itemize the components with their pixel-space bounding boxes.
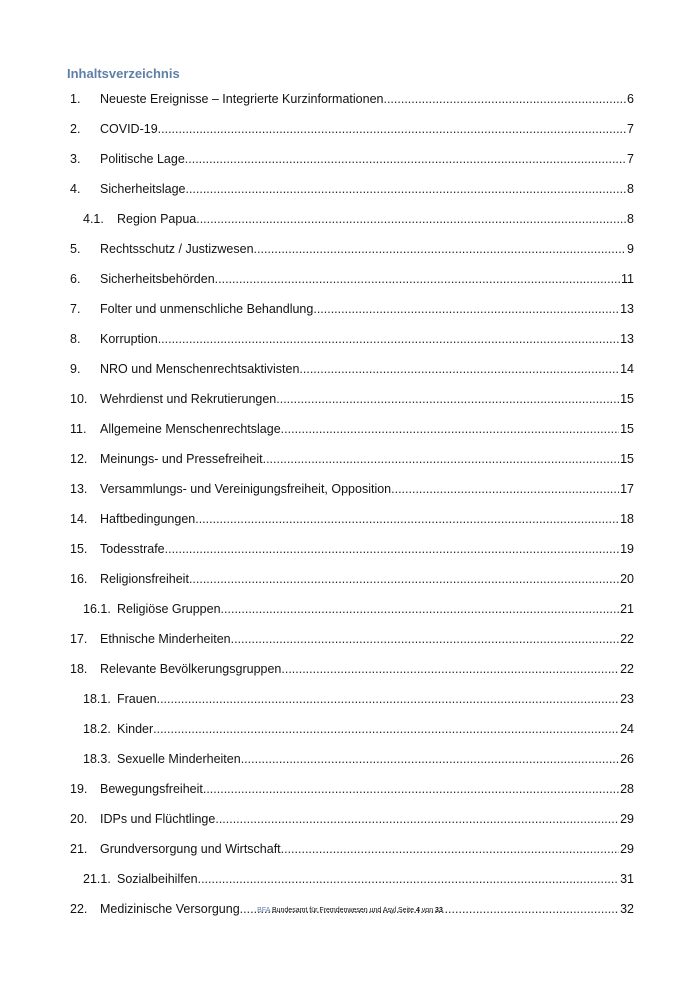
toc-entry[interactable]: [70, 599, 634, 629]
toc-entry-page: 15: [620, 392, 634, 406]
toc-entry-page: 29: [620, 812, 634, 826]
toc-entry-number: 21.: [70, 842, 88, 856]
toc-entry-number: 22.: [70, 902, 88, 916]
toc-entry-page: 15: [620, 422, 634, 436]
footer-total-pages: 33: [435, 907, 443, 914]
toc-dot-leader: [185, 180, 626, 198]
toc-entry-page: 13: [620, 332, 634, 346]
toc-dot-leader: [158, 330, 619, 348]
toc-entry-label: IDPs und Flüchtlinge: [100, 812, 216, 826]
toc-entry-label: Sozialbeihilfen: [117, 872, 198, 886]
toc-entry-page: 6: [627, 92, 634, 106]
toc-entry-page: 31: [620, 872, 634, 886]
toc-entry-page: 11: [621, 272, 634, 286]
toc-entry[interactable]: [70, 899, 634, 929]
toc-entry-label: Bewegungsfreiheit: [100, 782, 203, 796]
toc-entry-label: Frauen: [117, 692, 157, 706]
toc-entry-page: 28: [620, 782, 634, 796]
toc-title: Inhaltsverzeichnis: [67, 66, 180, 81]
toc-dot-leader: [196, 210, 626, 228]
toc-dot-leader: [281, 660, 619, 678]
toc-entry-label: Meinungs- und Pressefreiheit: [100, 452, 263, 466]
toc-entry-label: Relevante Bevölkerungsgruppen: [100, 662, 282, 676]
toc-entry-page: 7: [627, 152, 634, 166]
toc-entry-number: 7.: [70, 302, 81, 316]
toc-entry-number: 11.: [70, 422, 87, 436]
toc-entry-label: Versammlungs- und Vereinigungsfreiheit, Opposition: [100, 482, 392, 496]
toc-entry-number: 18.3.: [83, 752, 111, 766]
toc-entry-number: 20.: [70, 812, 88, 826]
toc-entry-page: 18: [620, 512, 634, 526]
toc-entry-page: 17: [620, 482, 634, 496]
toc-entry[interactable]: [70, 239, 634, 269]
toc-entry[interactable]: [70, 779, 634, 809]
footer-text: Bundesamt für Fremdenwesen und Asyl Seite: [271, 907, 414, 914]
toc-dot-leader: [203, 780, 619, 798]
toc-entry-page: 8: [627, 182, 634, 196]
toc-entry-label: Sicherheitslage: [100, 182, 186, 196]
toc-entry-label: Ethnische Minderheiten: [100, 632, 231, 646]
toc-dot-leader: [383, 90, 626, 108]
toc-entry-number: 15.: [70, 542, 88, 556]
toc-dot-leader: [263, 450, 620, 468]
toc-entry-number: 5.: [70, 242, 81, 256]
toc-entry-page: 15: [620, 452, 634, 466]
toc-entry-label: Rechtsschutz / Justizwesen: [100, 242, 254, 256]
toc-entry-label: Korruption: [100, 332, 158, 346]
toc-entry[interactable]: [70, 389, 634, 419]
toc-entry[interactable]: [70, 299, 634, 329]
toc-entry-number: 16.1.: [83, 602, 111, 616]
toc-entry-page: 29: [620, 842, 634, 856]
toc-entry[interactable]: [70, 269, 634, 299]
toc-entry-label: Grundversorgung und Wirtschaft: [100, 842, 281, 856]
toc-entry[interactable]: [70, 509, 634, 539]
toc-entry-label: Sicherheitsbehörden: [100, 272, 215, 286]
toc-entry-page: 22: [620, 662, 634, 676]
toc-dot-leader: [281, 840, 619, 858]
toc-entry-page: 7: [627, 122, 634, 136]
toc-entry-number: 9.: [70, 362, 81, 376]
toc-entry-number: 19.: [70, 782, 88, 796]
toc-entry-page: 32: [620, 902, 634, 916]
page-footer: [0, 907, 700, 914]
toc-entry-number: 10.: [70, 392, 88, 406]
toc-entry-label: Religiöse Gruppen: [117, 602, 221, 616]
toc-dot-leader: [195, 510, 619, 528]
toc-entry-number: 2.: [70, 122, 81, 136]
toc-entry[interactable]: [70, 569, 634, 599]
toc-entry[interactable]: [70, 449, 634, 479]
toc-entry[interactable]: [70, 419, 634, 449]
toc-dot-leader: [221, 600, 620, 618]
toc-entry-label: Todesstrafe: [100, 542, 165, 556]
toc-entry[interactable]: [70, 329, 634, 359]
toc-entry-page: 19: [620, 542, 634, 556]
toc-entry-number: 1.: [70, 92, 81, 106]
toc-entry-label: Folter und unmenschliche Behandlung: [100, 302, 314, 316]
toc-entry[interactable]: [70, 749, 634, 779]
toc-entry-label: Haftbedingungen: [100, 512, 196, 526]
table-of-contents: [70, 89, 634, 929]
toc-entry-page: 13: [620, 302, 634, 316]
toc-entry-label: Kinder: [117, 722, 154, 736]
toc-dot-leader: [153, 720, 619, 738]
toc-entry-label: Neueste Ereignisse – Integrierte Kurzinformationen: [100, 92, 384, 106]
toc-entry-page: 22: [620, 632, 634, 646]
toc-entry-number: 8.: [70, 332, 81, 346]
toc-dot-leader: [254, 240, 627, 258]
toc-entry-page: 24: [620, 722, 634, 736]
footer-brand: BFA: [257, 907, 270, 914]
toc-dot-leader: [185, 150, 626, 168]
toc-dot-leader: [215, 810, 619, 828]
toc-dot-leader: [299, 360, 619, 378]
toc-entry[interactable]: [70, 839, 634, 869]
toc-entry-number: 18.1.: [83, 692, 111, 706]
toc-entry-page: 9: [627, 242, 634, 256]
toc-entry[interactable]: [70, 119, 634, 149]
toc-entry-number: 21.1.: [83, 872, 111, 886]
toc-entry-label: Religionsfreiheit: [100, 572, 189, 586]
toc-entry-page: 8: [627, 212, 634, 226]
toc-dot-leader: [165, 540, 619, 558]
toc-entry-label: Wehrdienst und Rekrutierungen: [100, 392, 277, 406]
toc-entry-page: 14: [620, 362, 634, 376]
toc-entry[interactable]: [70, 689, 634, 719]
toc-entry-page: 23: [620, 692, 634, 706]
toc-entry-label: Medizinische Versorgung: [100, 902, 240, 916]
toc-entry[interactable]: [70, 89, 634, 119]
toc-entry-number: 4.: [70, 182, 81, 196]
toc-entry-label: Politische Lage: [100, 152, 185, 166]
toc-dot-leader: [189, 570, 619, 588]
toc-entry-label: NRO und Menschenrechtsaktivisten: [100, 362, 300, 376]
toc-entry[interactable]: [70, 869, 634, 899]
toc-dot-leader: [313, 300, 619, 318]
toc-dot-leader: [198, 870, 619, 888]
toc-dot-leader: [391, 480, 619, 498]
toc-entry-label: Region Papua: [117, 212, 197, 226]
toc-entry-page: 21: [620, 602, 634, 616]
footer-of-label: von: [421, 907, 434, 914]
toc-dot-leader: [158, 120, 626, 138]
toc-entry-number: 14.: [70, 512, 88, 526]
toc-entry-number: 6.: [70, 272, 81, 286]
toc-entry-label: Sexuelle Minderheiten: [117, 752, 241, 766]
toc-dot-leader: [281, 420, 619, 438]
toc-entry[interactable]: [70, 479, 634, 509]
toc-entry-number: 12.: [70, 452, 88, 466]
toc-entry[interactable]: [70, 179, 634, 209]
toc-entry-number: 18.: [70, 662, 88, 676]
toc-entry[interactable]: [70, 629, 634, 659]
toc-dot-leader: [241, 750, 619, 768]
toc-dot-leader: [157, 690, 619, 708]
toc-entry[interactable]: [70, 719, 634, 749]
toc-entry-page: 20: [620, 572, 634, 586]
toc-entry-number: 17.: [70, 632, 88, 646]
toc-entry-number: 13.: [70, 482, 88, 496]
toc-entry-label: Allgemeine Menschenrechtslage: [100, 422, 281, 436]
toc-entry[interactable]: [70, 359, 634, 389]
toc-dot-leader: [215, 270, 620, 288]
toc-entry-label: COVID-19: [100, 122, 158, 136]
footer-current-page: 4: [415, 907, 420, 914]
toc-entry-number: 3.: [70, 152, 81, 166]
toc-dot-leader: [231, 630, 619, 648]
toc-entry-number: 18.2.: [83, 722, 111, 736]
toc-entry[interactable]: [70, 539, 634, 569]
toc-entry-number: 4.1.: [83, 212, 104, 226]
toc-entry-number: 16.: [70, 572, 88, 586]
toc-entry[interactable]: [70, 209, 634, 239]
toc-dot-leader: [276, 390, 619, 408]
toc-entry-page: 26: [620, 752, 634, 766]
toc-entry[interactable]: [70, 809, 634, 839]
toc-entry[interactable]: [70, 659, 634, 689]
toc-entry[interactable]: [70, 149, 634, 179]
